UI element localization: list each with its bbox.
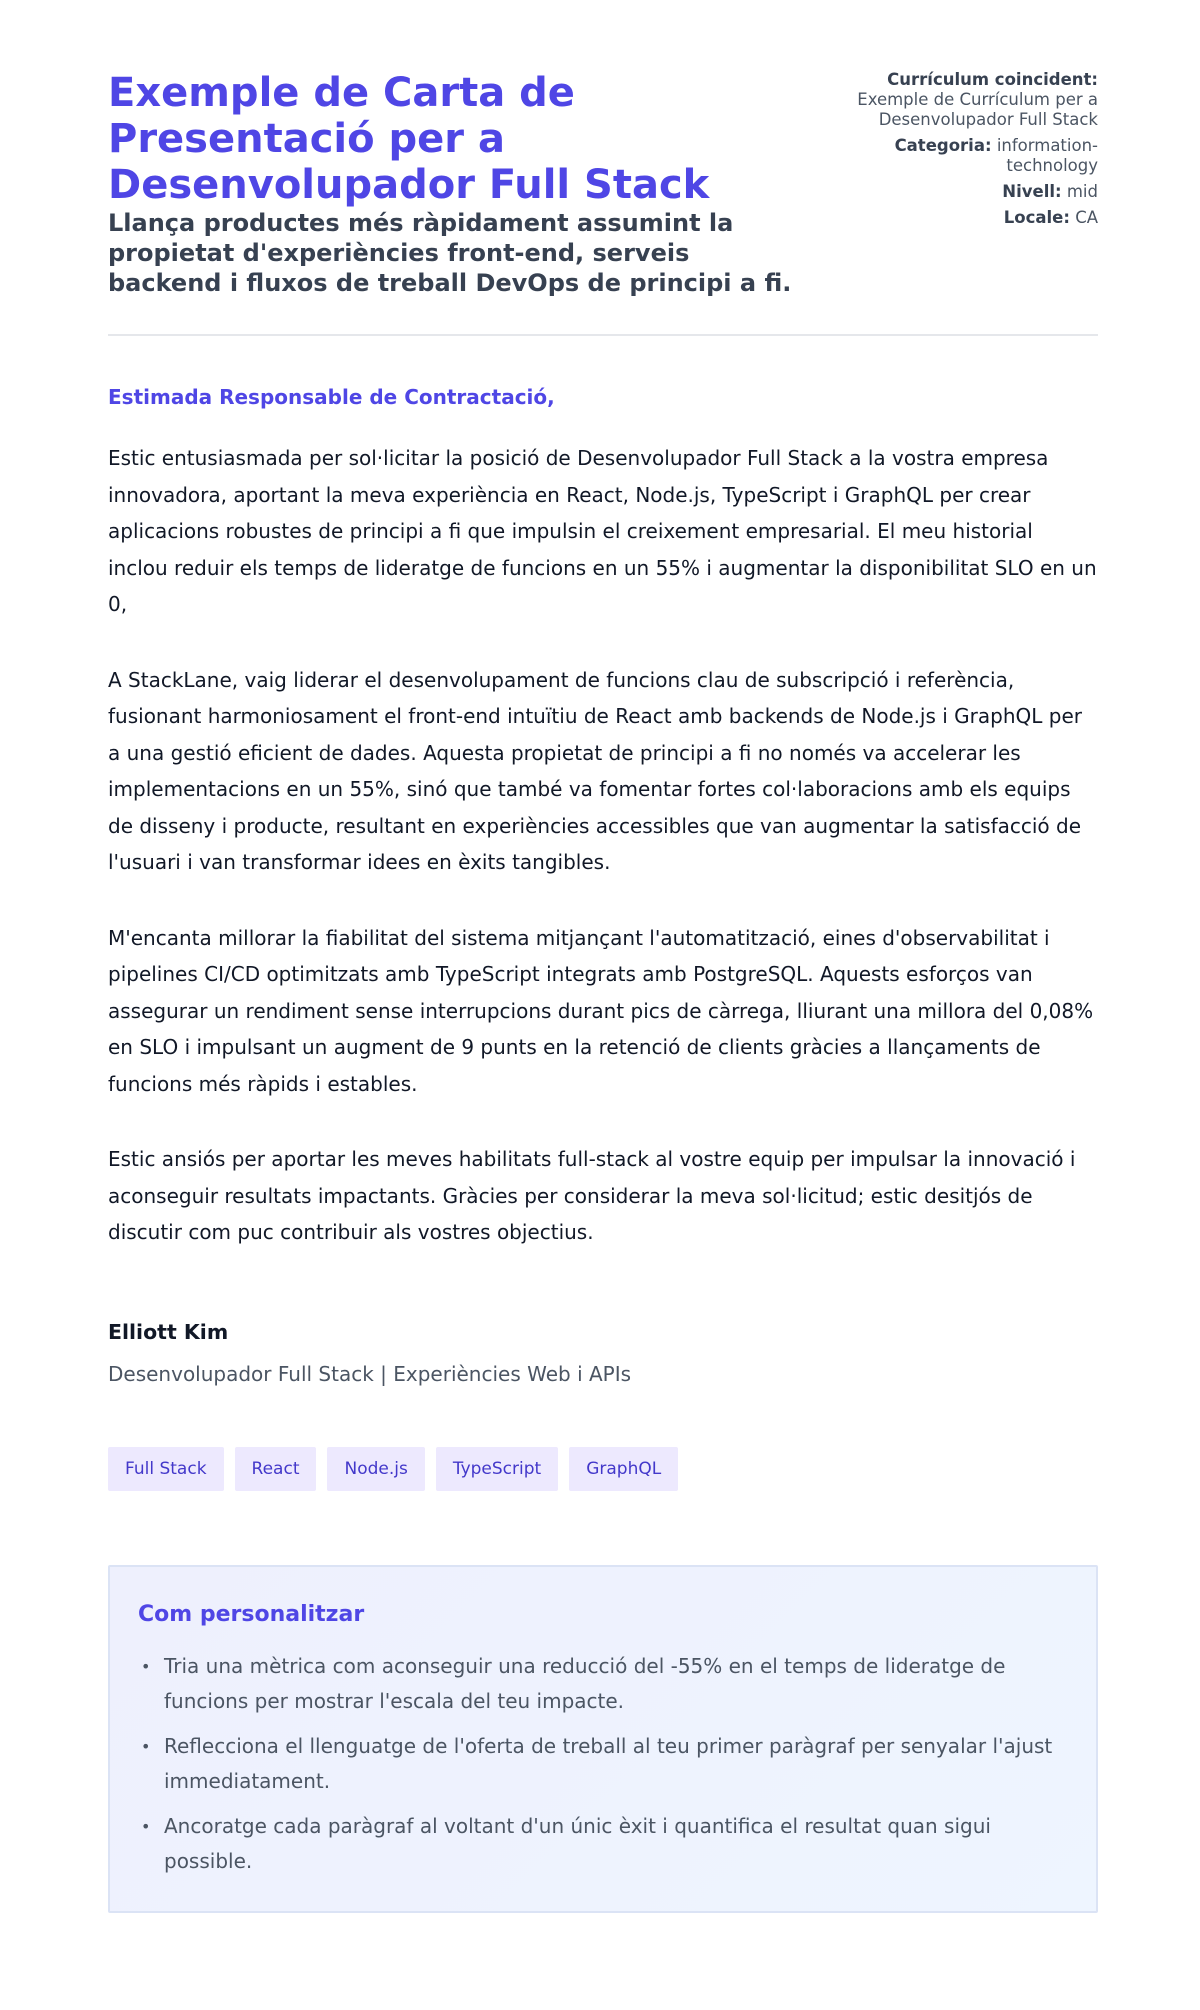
matched-resume (828, 70, 1098, 130)
level-value: mid (1066, 182, 1098, 201)
tips-item (138, 1809, 1068, 1879)
customization-tips (108, 1565, 1098, 1913)
page-header (108, 70, 1098, 298)
letter-paragraph: Estic entusiasmada per sol·licitar la posició de Desenvolupador Full Stack a la vostra empresa innovadora, aportant la meva experiència en React, Node.js, TypeScript i GraphQL per crear aplicacions robustes de principi a fi que impulsin el creixement empresarial. El meu historial inclou reduir els temps de lideratge de funcions en un 55% i augmentar la disponibilitat SLO en un 0, (108, 446, 1097, 616)
locale-value: CA (1075, 208, 1098, 227)
locale-label: Locale: (1003, 208, 1070, 227)
signature-name: Elliott Kim (108, 1319, 229, 1344)
category (828, 136, 1098, 176)
category-label: Categoria: (894, 136, 992, 155)
letter-paragraph: M'encanta millorar la fiabilitat del sistema mitjançant l'automatització, eines d'observabilitat i pipelines CI/CD optimitzats amb TypeScript integrats amb PostgreSQL. Aquests esforços van assegurar un rendiment sense interrupcions durant pics de càrrega, lliurant una millora del 0,08% en SLO i impulsant un augment de 9 punts en la retenció de clients gràcies a llançaments de funcions més ràpids i estables. (108, 925, 1094, 1096)
tips-item-text: Reflecciona el llenguatge de l'oferta de treball al teu primer paràgraf per senyalar l'ajust immediatament. (164, 1733, 1053, 1793)
signature-block (108, 1319, 1098, 1387)
signature-title: Desenvolupador Full Stack | Experiències Web i APIs (108, 1361, 632, 1386)
tips-title: Com personalitzar (138, 1601, 365, 1627)
tag-typescript: TypeScript (436, 1447, 558, 1491)
locale (828, 208, 1098, 228)
letter-paragraph: Estic ansiós per aportar les meves habilitats full-stack al vostre equip per impulsar la innovació i aconseguir resultats impactants. Gràcies per considerar la meva sol·licitud; estic desitjós de discutir com puc contribuir als vostres objectius. (108, 1147, 1076, 1244)
category-value: information-technology (996, 136, 1098, 175)
matched-resume-label: Currículum coincident: (887, 70, 1098, 89)
bullet-icon: • (141, 1736, 151, 1756)
page-subtitle: Llança productes més ràpidament assumint la propietat d'experiències front-end, serveis backend i fluxos de treball DevOps de principi a fi. (108, 209, 792, 297)
level-label: Nivell: (1002, 182, 1062, 201)
letter-body (108, 440, 1098, 1251)
tag-graphql: GraphQL (569, 1447, 678, 1491)
header-divider (108, 334, 1098, 336)
letter-greeting: Estimada Responsable de Contractació, (108, 385, 555, 409)
page-title: Exemple de Carta de Presentació per a Desenvolupador Full Stack (108, 70, 710, 208)
header-titles (108, 70, 808, 298)
letter-paragraph: A StackLane, vaig liderar el desenvolupament de funcions clau de subscripció i referència, fusionant harmoniosament el front-end intuïtiu de React amb backends de Node.js i GraphQL per a una gestió eficient de dades. Aquesta propietat de principi a fi no només va accelerar les implementacions en un 55%, sinó que també va fomentar fortes col·laboracions amb els equips de disseny i producte, resultant en experiències accessibles que van augmentar la satisfacció de l'usuari i van transformar idees en èxits tangibles. (108, 667, 1082, 874)
skill-tags (108, 1447, 1098, 1491)
tips-item-text: Ancoratge cada paràgraf al voltant d'un únic èxit i quantifica el resultat quan sigui possible. (164, 1813, 991, 1873)
tips-item (138, 1649, 1068, 1719)
level (828, 182, 1098, 202)
matched-resume-value: Exemple de Currículum per a Desenvolupador Full Stack (857, 90, 1098, 129)
bullet-icon: • (141, 1816, 151, 1836)
tips-list (138, 1649, 1068, 1879)
bullet-icon: • (141, 1656, 151, 1676)
tag-nodejs: Node.js (327, 1447, 424, 1491)
tips-item-text: Tria una mètrica com aconseguir una reducció del -55% en el temps de lideratge de funcions per mostrar l'escala del teu impacte. (164, 1653, 1006, 1713)
tips-item (138, 1729, 1068, 1799)
tag-full-stack: Full Stack (108, 1447, 224, 1491)
metadata-panel (828, 70, 1098, 234)
tag-react: React (235, 1447, 317, 1491)
